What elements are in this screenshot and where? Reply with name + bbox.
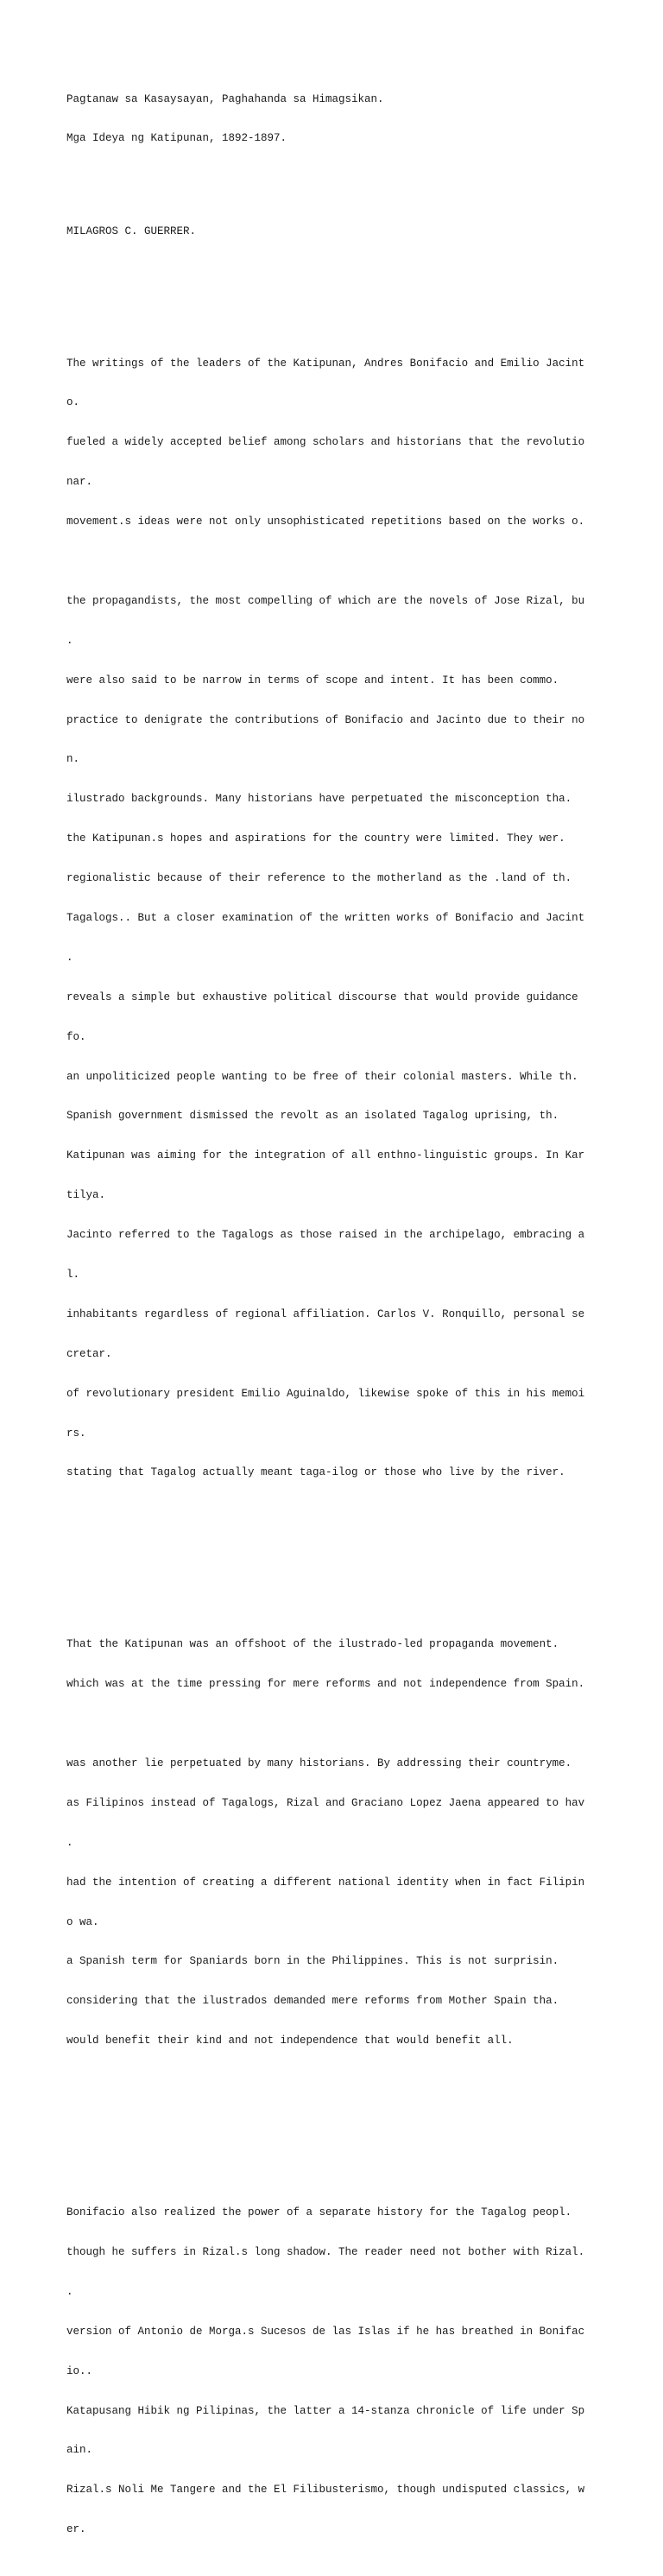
text-line: io.. <box>66 2364 93 2377</box>
spacer <box>66 1546 636 1573</box>
text-line: rs. <box>66 1427 86 1440</box>
text-line: though he suffers in Rizal.s long shadow. The reader need not bother with Rizal. <box>66 2245 585 2258</box>
text-line: stating that Tagalog actually meant taga-ilog or those who live by the river. <box>66 1466 565 1479</box>
spacer <box>66 2114 636 2141</box>
text-line: inhabitants regardless of regional affiliation. Carlos V. Ronquillo, personal se <box>66 1307 585 1320</box>
text-line: cretar. <box>66 1347 112 1360</box>
text-line: had the intention of creating a different national identity when in fact Filipin <box>66 1876 585 1889</box>
text-line: Katapusang Hibik ng Pilipinas, the latter a 14-stanza chronicle of life under Sp <box>66 2404 585 2417</box>
text-line: reveals a simple but exhaustive political discourse that would provide guidance <box>66 991 578 1003</box>
text-line: a Spanish term for Spaniards born in the Philippines. This is not surprisin. <box>66 1955 559 1968</box>
text-line: ain. <box>66 2444 93 2457</box>
text-line: practice to denigrate the contributions of Bonifacio and Jacinto due to their no <box>66 713 585 726</box>
text-line: an unpoliticized people wanting to be free of their colonial masters. While th. <box>66 1070 578 1083</box>
text-line: was another lie perpetuated by many historians. By addressing their countryme. <box>66 1757 572 1769</box>
text-line: fo. <box>66 1030 86 1043</box>
document-subtitle: Mga Ideya ng Katipunan, 1892-1897. <box>66 132 287 145</box>
paragraph-1 <box>66 331 636 1506</box>
text-line: Jacinto referred to the Tagalogs as those raised in the archipelago, embracing a <box>66 1229 585 1242</box>
text-line: regionalistic because of their reference to the motherland as the .land of th. <box>66 872 572 885</box>
text-line: movement.s ideas were not only unsophisticated repetitions based on the works o. <box>66 516 585 528</box>
text-line: tilya. <box>66 1189 106 1202</box>
text-line: Bonifacio also realized the power of a separate history for the Tagalog peopl. <box>66 2206 572 2219</box>
text-line: Spanish government dismissed the revolt as an isolated Tagalog uprising, th. <box>66 1110 559 1123</box>
text-line: er. <box>66 2523 86 2536</box>
spacer <box>66 172 636 199</box>
text-line: would benefit their kind and not independence that would benefit all. <box>66 2035 514 2048</box>
text-line <box>66 555 636 568</box>
text-line: . <box>66 1836 73 1849</box>
text-line: Tagalogs.. But a closer examination of the written works of Bonifacio and Jacint <box>66 912 585 924</box>
paragraph-3 <box>66 2180 636 2564</box>
text-line: nar. <box>66 476 93 489</box>
text-line: which was at the time pressing for mere reforms and not independence from Spain. <box>66 1678 585 1691</box>
text-line: the Katipunan.s hopes and aspirations for the country were limited. They wer. <box>66 832 565 845</box>
text-line: Katipunan was aiming for the integration of all enthno-linguistic groups. In Kar <box>66 1149 585 1162</box>
text-line: the propagandists, the most compelling of which are the novels of Jose Rizal, bu <box>66 594 585 607</box>
text-line: considering that the ilustrados demanded mere reforms from Mother Spain tha. <box>66 1995 559 2008</box>
text-line <box>66 1718 636 1731</box>
text-line: version of Antonio de Morga.s Sucesos de las Islas if he has breathed in Bonifac <box>66 2325 585 2338</box>
text-line: . <box>66 2285 73 2298</box>
text-line: were also said to be narrow in terms of scope and intent. It has been commo. <box>66 674 559 687</box>
text-line: o wa. <box>66 1915 99 1928</box>
text-line: l. <box>66 1269 80 1282</box>
document-page <box>66 66 636 2576</box>
text-line: o. <box>66 396 80 409</box>
spacer <box>66 264 636 291</box>
text-line: . <box>66 951 73 964</box>
text-line: . <box>66 634 73 647</box>
paragraph-2 <box>66 1612 636 2074</box>
text-line: ilustrado backgrounds. Many historians have perpetuated the misconception tha. <box>66 793 572 806</box>
text-line: Rizal.s Noli Me Tangere and the El Filibusterismo, though undisputed classics, w <box>66 2484 585 2497</box>
text-line: of revolutionary president Emilio Aguinaldo, likewise spoke of this in his memoi <box>66 1387 585 1400</box>
document-author: MILAGROS C. GUERRER. <box>66 225 197 237</box>
text-line: That the Katipunan was an offshoot of the ilustrado-led propaganda movement. <box>66 1638 559 1651</box>
text-line: as Filipinos instead of Tagalogs, Rizal and Graciano Lopez Jaena appeared to hav <box>66 1796 585 1809</box>
text-line: n. <box>66 753 80 766</box>
document-title: Pagtanaw sa Kasaysayan, Paghahanda sa Himagsikan. <box>66 92 384 105</box>
text-line: fueled a widely accepted belief among scholars and historians that the revolutio <box>66 436 585 449</box>
text-line: The writings of the leaders of the Katipunan, Andres Bonifacio and Emilio Jacint <box>66 357 585 370</box>
